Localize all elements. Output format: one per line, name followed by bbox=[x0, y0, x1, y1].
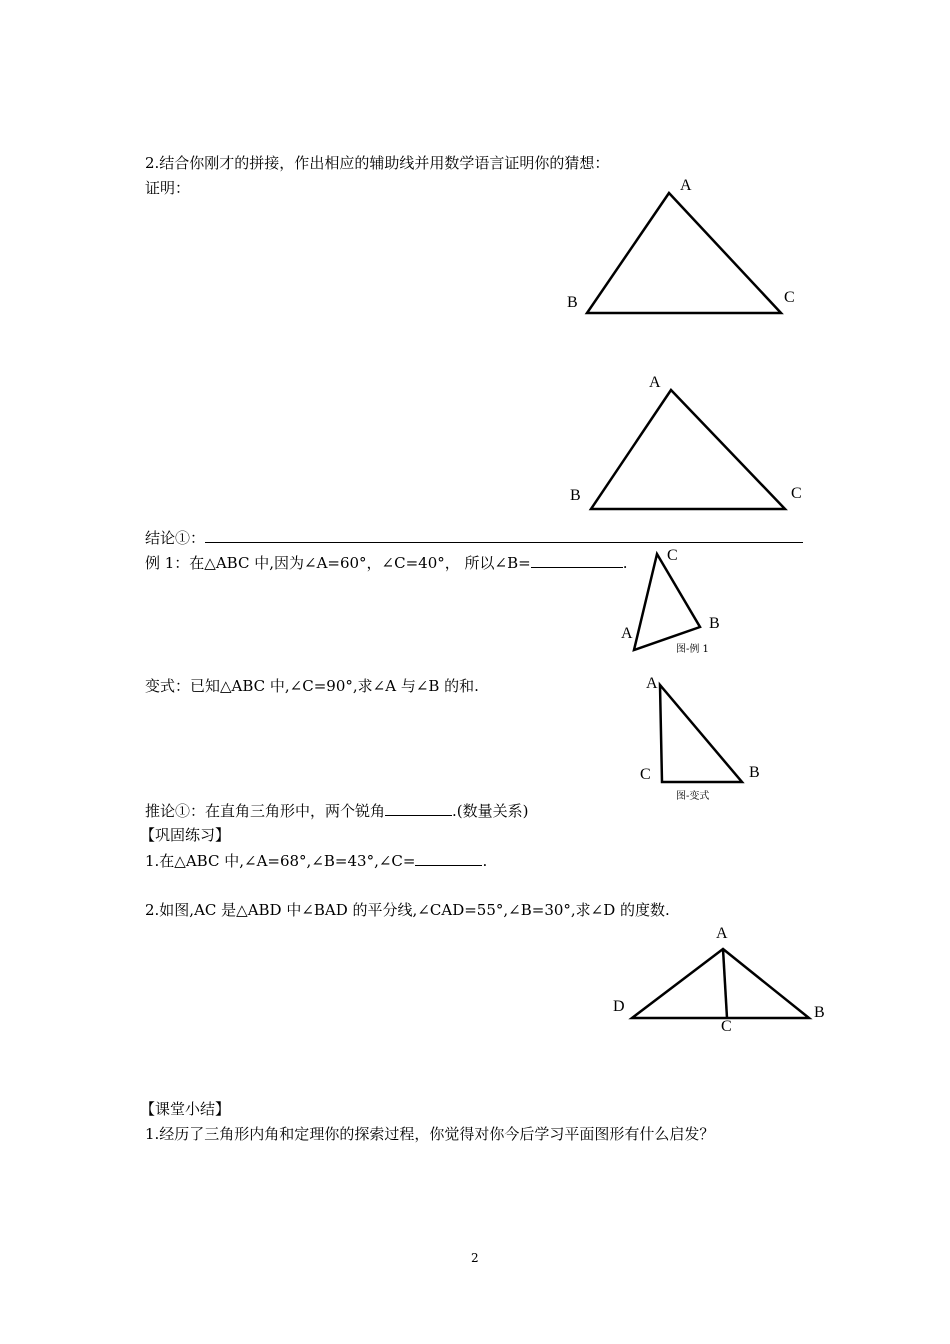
corollary-answer-blank bbox=[385, 800, 452, 816]
fig2-label-c: C bbox=[791, 485, 802, 502]
triangle-example-1 bbox=[634, 554, 700, 650]
triangle-abc-1 bbox=[587, 193, 781, 313]
conclusion-answer-line bbox=[205, 542, 803, 543]
summary-heading: 【课堂小结】 bbox=[140, 1100, 231, 1118]
fig1-label-b: B bbox=[567, 294, 578, 311]
triangle-abc-2 bbox=[591, 390, 785, 509]
fig2-label-b: B bbox=[570, 487, 581, 504]
practice-1-question: 1.在△ABC 中,∠A=68°,∠B=43°,∠C= bbox=[145, 852, 416, 870]
practice-1-end: . bbox=[482, 852, 488, 870]
proof-label: 证明： bbox=[145, 179, 191, 197]
bisector-ac bbox=[723, 949, 727, 1018]
practice-1-answer-blank bbox=[415, 850, 482, 866]
var-label-a: A bbox=[646, 675, 658, 692]
var-caption: 图-变式 bbox=[676, 791, 710, 802]
p2-label-c: C bbox=[721, 1018, 732, 1035]
ex1-label-c: C bbox=[667, 547, 678, 564]
corollary-question: 推论①：在直角三角形中，两个锐角 bbox=[145, 802, 386, 820]
practice-1 bbox=[145, 850, 487, 871]
ex1-label-a: A bbox=[621, 625, 633, 642]
p2-label-d: D bbox=[613, 998, 625, 1015]
question-2-prompt: 2.结合你刚才的拼接，作出相应的辅助线并用数学语言证明你的猜想： bbox=[145, 154, 610, 172]
p2-label-a: A bbox=[716, 925, 728, 942]
corollary-text bbox=[145, 800, 529, 821]
fig1-label-c: C bbox=[784, 289, 795, 306]
example-1-answer-blank bbox=[531, 552, 623, 568]
conclusion-label: 结论①： bbox=[145, 529, 206, 547]
page-number: 2 bbox=[471, 1251, 479, 1265]
example-1-text bbox=[145, 552, 627, 573]
example-1-question: 例 1：在△ABC 中,因为∠A=60°，∠C=40°， 所以∠B= bbox=[145, 554, 531, 572]
p2-label-b: B bbox=[814, 1004, 825, 1021]
practice-2: 2.如图,AC 是△ABD 中∠BAD 的平分线,∠CAD=55°,∠B=30°,求∠D 的度数. bbox=[145, 901, 670, 919]
var-label-c: C bbox=[640, 766, 651, 783]
triangle-variant bbox=[660, 685, 742, 782]
var-label-b: B bbox=[749, 764, 760, 781]
corollary-end: .(数量关系) bbox=[452, 802, 529, 820]
ex1-label-b: B bbox=[709, 615, 720, 632]
practice-heading: 【巩固练习】 bbox=[140, 826, 231, 844]
fig1-label-a: A bbox=[680, 177, 692, 194]
triangle-abd bbox=[632, 949, 809, 1018]
summary-1: 1.经历了三角形内角和定理你的探索过程，你觉得对你今后学习平面图形有什么启发？ bbox=[145, 1125, 715, 1143]
example-1-end: . bbox=[622, 554, 628, 572]
ex1-caption: 图-例 1 bbox=[676, 644, 709, 655]
fig2-label-a: A bbox=[649, 374, 661, 391]
variant-text: 变式：已知△ABC 中,∠C=90°,求∠A 与∠B 的和. bbox=[145, 677, 479, 695]
